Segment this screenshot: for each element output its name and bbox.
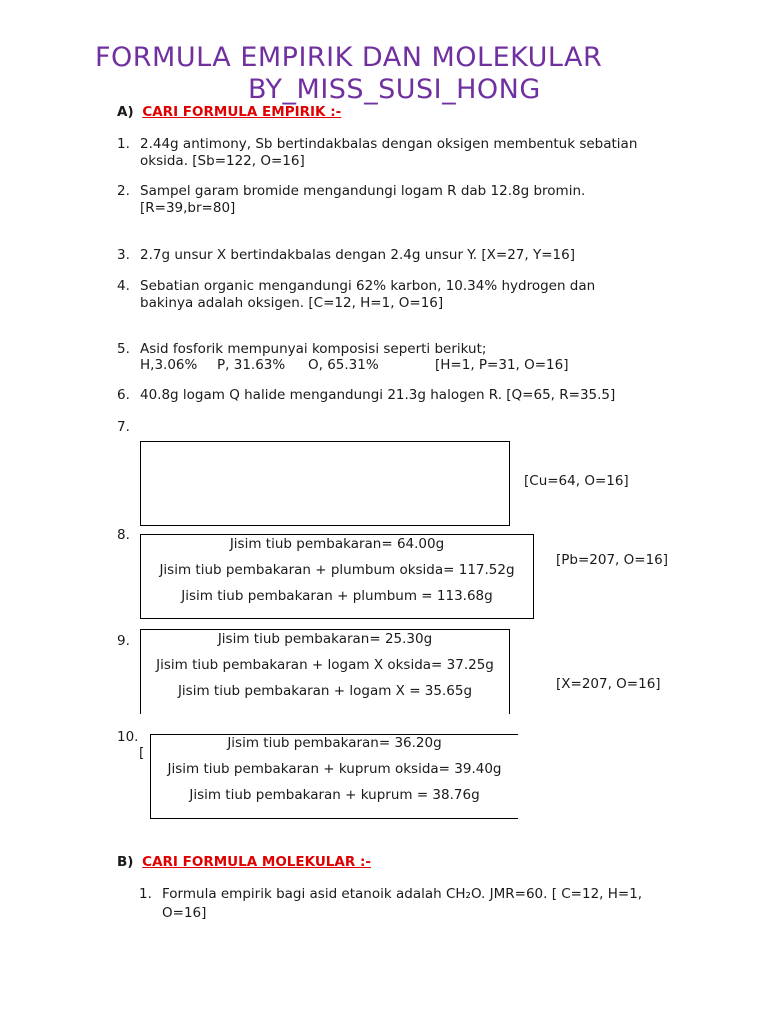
box-line: Jisim tiub pembakaran + plumbum oksida= 117.52g xyxy=(159,562,515,578)
page-title-line1: FORMULA EMPIRIK DAN MOLEKULAR xyxy=(95,42,603,73)
data-box xyxy=(140,534,534,619)
composition-h: H,3.06% xyxy=(140,357,198,373)
item-number: 4. xyxy=(117,278,130,294)
item-text: Asid fosforik mempunyai komposisi seperti berikut; xyxy=(140,341,487,357)
item-note: [Cu=64, O=16] xyxy=(524,473,629,489)
composition-masses: [H=1, P=31, O=16] xyxy=(435,357,569,373)
item-text: bakinya adalah oksigen. [C=12, H=1, O=16] xyxy=(140,295,444,311)
item-number: 1. xyxy=(139,886,152,902)
item-text: Sebatian organic mengandungi 62% karbon, 10.34% hydrogen dan xyxy=(140,278,596,294)
composition-p: P, 31.63% xyxy=(217,357,286,373)
item-text: 40.8g logam Q halide mengandungi 21.3g halogen R. [Q=65, R=35.5] xyxy=(140,387,616,403)
item-text: 2.7g unsur X bertindakbalas dengan 2.4g unsur Y. [X=27, Y=16] xyxy=(140,247,575,263)
item-text: Sampel garam bromide mengandungi logam R dab 12.8g bromin. xyxy=(140,183,586,199)
item-number: 2. xyxy=(117,183,130,199)
data-box xyxy=(140,629,510,714)
item-text: O=16] xyxy=(162,905,207,921)
item-text: Formula empirik bagi asid etanoik adalah CH₂O. JMR=60. [ C=12, H=1, xyxy=(162,886,643,902)
box-line: Jisim tiub pembakaran= 25.30g xyxy=(217,631,433,647)
item-text: oksida. [Sb=122, O=16] xyxy=(140,153,305,169)
composition-o: O, 65.31% xyxy=(308,357,379,373)
item-number: 3. xyxy=(117,247,130,263)
section-b-letter: B) xyxy=(117,854,134,870)
section-b-heading xyxy=(117,854,371,870)
blank-data-box xyxy=(140,441,510,526)
section-a-letter: A) xyxy=(117,104,134,120)
section-a-title: CARI FORMULA EMPIRIK :- xyxy=(142,104,342,120)
box-line: Jisim tiub pembakaran + kuprum oksida= 39.40g xyxy=(167,761,502,777)
item-note: [Pb=207, O=16] xyxy=(556,552,669,568)
item-number: 9. xyxy=(117,633,130,649)
item-number: 10. xyxy=(117,729,139,745)
box-line: Jisim tiub pembakaran= 36.20g xyxy=(227,735,442,751)
data-box xyxy=(150,734,518,819)
item-text: [R=39,br=80] xyxy=(140,200,236,216)
page-title-line2: BY_MISS_SUSI_HONG xyxy=(248,74,541,105)
box-line: Jisim tiub pembakaran + logam X = 35.65g xyxy=(177,683,473,699)
box-line: Jisim tiub pembakaran + kuprum = 38.76g xyxy=(189,787,480,803)
item-note: [X=207, O=16] xyxy=(556,676,661,692)
box-line: Jisim tiub pembakaran= 64.00g xyxy=(229,536,445,552)
section-a-heading xyxy=(117,104,341,120)
item-number: 5. xyxy=(117,341,130,357)
box-line: Jisim tiub pembakaran + logam X oksida= 37.25g xyxy=(156,657,494,673)
item-text: 2.44g antimony, Sb bertindakbalas dengan oksigen membentuk sebatian xyxy=(140,136,638,152)
item-fragment: [ xyxy=(139,745,145,761)
item-number: 7. xyxy=(117,419,130,435)
item-number: 6. xyxy=(117,387,130,403)
item-number: 8. xyxy=(117,527,130,543)
section-b-title: CARI FORMULA MOLEKULAR :- xyxy=(142,854,371,870)
box-line: Jisim tiub pembakaran + plumbum = 113.68g xyxy=(181,588,493,604)
item-number: 1. xyxy=(117,136,130,152)
